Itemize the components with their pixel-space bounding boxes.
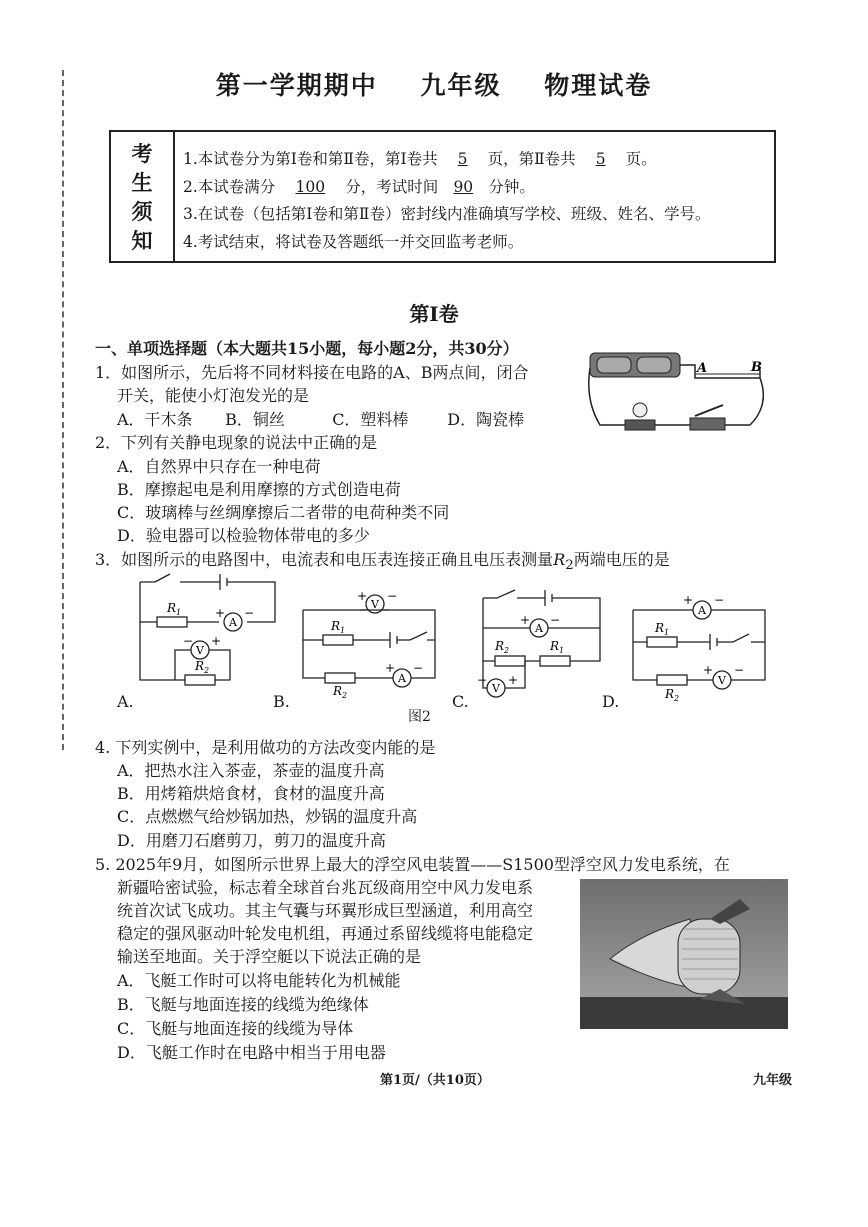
voltmeter-symbol: V (196, 644, 204, 657)
svg-text:R2: $R_2$ (665, 687, 680, 703)
point-b-label: B (751, 360, 762, 375)
ground (580, 997, 788, 1029)
q3-circuit-b (295, 589, 445, 700)
wire (633, 610, 765, 680)
resistor-r1 (157, 617, 187, 627)
r2-label: $R_2$ (195, 659, 210, 675)
q5-option-a[interactable]: A．飞艇工作时可以将电能转化为机械能 (117, 971, 401, 990)
airship-photo (580, 879, 788, 1029)
wire (140, 574, 275, 622)
r1-label: $R_1$ (167, 601, 182, 617)
switch-base (690, 418, 725, 430)
svg-text:A: A (698, 604, 706, 617)
q5-stem-line3: 统首次试飞成功。其主气囊与环翼形成巨型涵道，利用高空 (117, 901, 534, 920)
airship-ring-wing (678, 919, 740, 994)
notice-heading (111, 132, 175, 261)
svg-text:+: + (520, 613, 531, 627)
pages-part1-blank: 5 (457, 150, 468, 168)
binding-line (62, 70, 64, 750)
q4-option-d[interactable]: D．用磨刀石磨剪刀，剪刀的温度升高 (117, 831, 386, 850)
title-grade: 九年级 (420, 71, 502, 100)
svg-text:+: + (211, 634, 222, 648)
notice-head-char: 知 (131, 227, 153, 253)
ammeter-symbol: A (229, 616, 237, 629)
q1-stem-line2: 开关，能使小灯泡发光的是 (117, 386, 310, 405)
footer-grade: 九年级 (753, 1073, 793, 1088)
bulb (633, 403, 647, 417)
q3-label-a[interactable]: A. (117, 692, 134, 711)
bulb-base (625, 420, 655, 430)
q3-label-b[interactable]: B. (273, 692, 290, 711)
q2-option-a[interactable]: A．自然界中只存在一种电荷 (117, 457, 321, 476)
svg-text:+: + (508, 673, 519, 687)
svg-text:−: − (477, 673, 488, 687)
svg-text:A: A (398, 672, 406, 685)
q2-option-d[interactable]: D．验电器可以检验物体带电的多少 (117, 526, 370, 545)
notice-body (175, 132, 774, 261)
exam-notice-box (109, 130, 776, 263)
q3-circuit-c (475, 586, 610, 701)
q3-circuit-a (135, 572, 280, 687)
svg-text:+: + (385, 661, 396, 675)
q2-option-c[interactable]: C．玻璃棒与丝绸摩擦后二者带的电荷种类不同 (117, 503, 450, 522)
point-a-label: A (697, 361, 708, 376)
svg-text:V: V (492, 682, 500, 695)
exam-time-blank: 90 (453, 177, 474, 196)
q4-option-b[interactable]: B．用烤箱烘焙食材，食材的温度升高 (117, 784, 385, 803)
title-term: 第一学期期中 (215, 71, 378, 100)
resistor-r2 (325, 673, 355, 683)
resistor-r2 (657, 675, 687, 685)
q2-option-b[interactable]: B．摩擦起电是利用摩擦的方式创造电荷 (117, 480, 401, 499)
svg-text:−: − (413, 661, 424, 675)
svg-text:V: V (371, 598, 379, 611)
svg-text:V: V (718, 674, 726, 687)
q4-stem: 4. 下列实例中，是利用做功的方法改变内能的是 (95, 738, 436, 757)
notice-head-char: 生 (131, 169, 153, 195)
q3-label-d[interactable]: D. (602, 692, 620, 711)
notice-head-char: 考 (131, 140, 153, 166)
q2-stem: 2．下列有关静电现象的说法中正确的是 (95, 433, 378, 452)
svg-text:R1: $R_1$ (331, 619, 346, 635)
page-title (0, 66, 868, 102)
resistor-r1 (540, 656, 570, 666)
q5-stem-line2: 新疆哈密试验，标志着全球首台兆瓦级商用空中风力发电系 (117, 878, 534, 897)
svg-text:−: − (550, 613, 561, 627)
q5-option-c[interactable]: C．飞艇与地面连接的线缆为导体 (117, 1019, 354, 1038)
switch-lever (695, 405, 723, 416)
svg-text:R1: $R_1$ (550, 639, 565, 655)
svg-text:−: − (734, 663, 745, 677)
svg-text:−: − (244, 606, 255, 620)
svg-text:R2: $R_2$ (495, 639, 510, 655)
q4-option-a[interactable]: A．把热水注入茶壶，茶壶的温度升高 (117, 761, 385, 780)
wire (680, 365, 760, 378)
resistor-r2 (185, 675, 215, 685)
page-number: 第1页/（共10页） (380, 1073, 490, 1088)
svg-text:R1: $R_1$ (655, 621, 670, 637)
q5-option-b[interactable]: B．飞艇与地面连接的线缆为绝缘体 (117, 995, 369, 1014)
battery-cell (637, 357, 671, 373)
q3-stem: 3．如图所示的电路图中，电流表和电压表连接正确且电压表测量$R_2$两端电压的是 (95, 550, 670, 574)
section-heading: 一、单项选择题（本大题共15小题，每小题2分，共30分） (95, 339, 519, 358)
notice-line-4: 4.考试结束，将试卷及答题纸一并交回监考老师。 (183, 232, 524, 251)
wire (140, 622, 230, 680)
q5-stem-line1: 5. 2025年9月，如图所示世界上最大的浮空风电装置——S1500型浮空风力发电系统，在 (95, 855, 730, 874)
notice-head-char: 须 (131, 198, 153, 224)
pages-part2-blank: 5 (595, 150, 606, 168)
notice-line-1: 1.本试卷分为第Ⅰ卷和第Ⅱ卷，第Ⅰ卷共 5 页，第Ⅱ卷共 5 页。 (183, 146, 774, 174)
svg-text:−: − (183, 634, 194, 648)
q3-circuit-d (625, 590, 775, 703)
svg-text:+: + (703, 663, 714, 677)
q3-label-c[interactable]: C. (452, 692, 469, 711)
q1-option-d[interactable]: D．陶瓷棒 (447, 410, 525, 429)
resistor-r1 (323, 635, 353, 645)
svg-text:A: A (535, 622, 543, 635)
q5-option-d[interactable]: D．飞艇工作时在电路中相当于用电器 (117, 1043, 386, 1062)
svg-text:+: + (683, 593, 694, 607)
q1-stem-line1: 1．如图所示，先后将不同材料接在电路的A、B两点间，闭合 (95, 363, 529, 382)
q1-option-b[interactable]: B．铜丝 (225, 410, 285, 429)
svg-text:+: + (215, 606, 226, 620)
resistor-r1 (647, 637, 677, 647)
section-title: 第Ⅰ卷 (409, 302, 459, 326)
q1-option-c[interactable]: C．塑料棒 (332, 410, 409, 429)
svg-text:R2: $R_2$ (333, 684, 348, 700)
title-subject: 物理试卷 (544, 71, 653, 100)
wire (725, 378, 763, 425)
figure-2-caption: 图2 (408, 709, 431, 725)
svg-text:−: − (387, 589, 398, 603)
battery-cell (597, 357, 631, 373)
full-score-blank: 100 (295, 177, 326, 196)
svg-text:+: + (357, 589, 368, 603)
notice-line-3: 3.在试卷（包括第Ⅰ卷和第Ⅱ卷）密封线内准确填写学校、班级、姓名、学号。 (183, 205, 711, 223)
q1-option-a[interactable]: A．干木条 (117, 410, 193, 429)
q5-stem-line5: 输送至地面。关于浮空艇以下说法正确的是 (117, 947, 422, 966)
q1-options (117, 408, 524, 431)
svg-text:−: − (714, 593, 725, 607)
resistor-r2 (495, 656, 525, 666)
q1-circuit-photo (585, 350, 775, 440)
notice-line-2: 2.本试卷满分 100 分，考试时间 90 分钟。 (183, 174, 774, 202)
q5-stem-line4: 稳定的强风驱动叶轮发电机组，再通过系留线缆将电能稳定 (117, 924, 534, 943)
q4-option-c[interactable]: C．点燃燃气给炒锅加热，炒锅的温度升高 (117, 807, 418, 826)
